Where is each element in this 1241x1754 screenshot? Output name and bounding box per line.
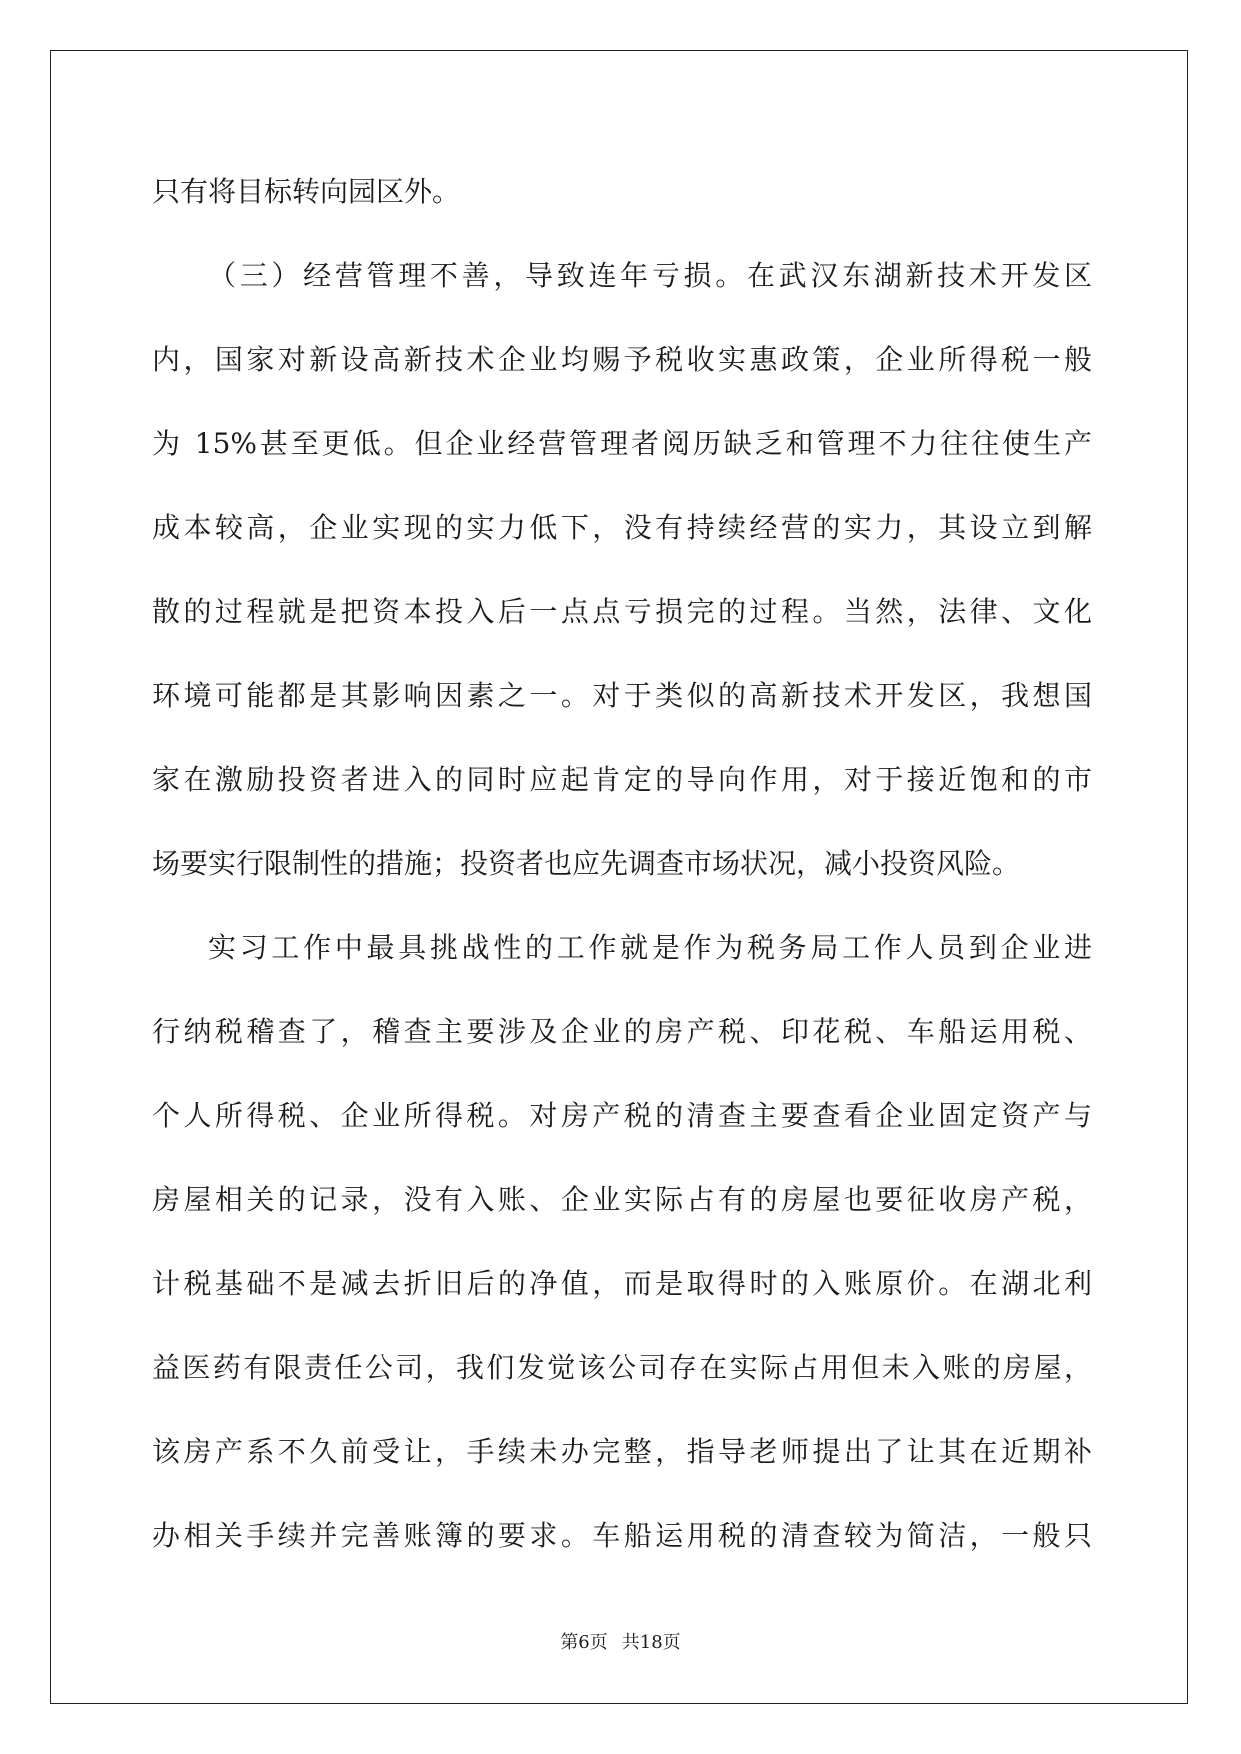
text-line: 行纳税稽查了，稽查主要涉及企业的房产税、印花税、车船运用税、	[152, 1015, 1092, 1048]
page-footer	[0, 1628, 1241, 1654]
text-line: （三）经营管理不善，导致连年亏损。在武汉东湖新技术开发区	[208, 259, 1092, 292]
text-line: 环境可能都是其影响因素之一。对于类似的高新技术开发区，我想国	[152, 679, 1092, 712]
text-line: 计税基础不是减去折旧后的净值，而是取得时的入账原价。在湖北利	[152, 1267, 1092, 1300]
page-number: 第6页	[560, 1632, 608, 1653]
text-line: 场要实行限制性的措施；投资者也应先调查市场状况，减小投资风险。	[152, 847, 1021, 880]
text-line: 个人所得税、企业所得税。对房产税的清查主要查看企业固定资产与	[152, 1099, 1092, 1132]
text-line: 为 15%甚至更低。但企业经营管理者阅历缺乏和管理不力往往使生产	[152, 427, 1092, 460]
text-line: 办相关手续并完善账簿的要求。车船运用税的清查较为简洁，一般只	[152, 1519, 1092, 1552]
page-total: 共18页	[621, 1632, 681, 1653]
text-line: 益医药有限责任公司，我们发觉该公司存在实际占用但未入账的房屋，	[152, 1351, 1092, 1384]
text-line: 只有将目标转向园区外。	[152, 175, 461, 208]
text-line: 内，国家对新设高新技术企业均赐予税收实惠政策，企业所得税一般	[152, 343, 1092, 376]
text-line: 房屋相关的记录，没有入账、企业实际占有的房屋也要征收房产税，	[152, 1183, 1092, 1216]
text-line: 散的过程就是把资本投入后一点点亏损完的过程。当然，法律、文化	[152, 595, 1092, 628]
text-line: 成本较高，企业实现的实力低下，没有持续经营的实力，其设立到解	[152, 511, 1092, 544]
document-body	[152, 150, 1092, 1578]
text-line: 家在激励投资者进入的同时应起肯定的导向作用，对于接近饱和的市	[152, 763, 1092, 796]
text-line: 实习工作中最具挑战性的工作就是作为税务局工作人员到企业进	[208, 931, 1092, 964]
text-line: 该房产系不久前受让，手续未办完整，指导老师提出了让其在近期补	[152, 1435, 1092, 1468]
